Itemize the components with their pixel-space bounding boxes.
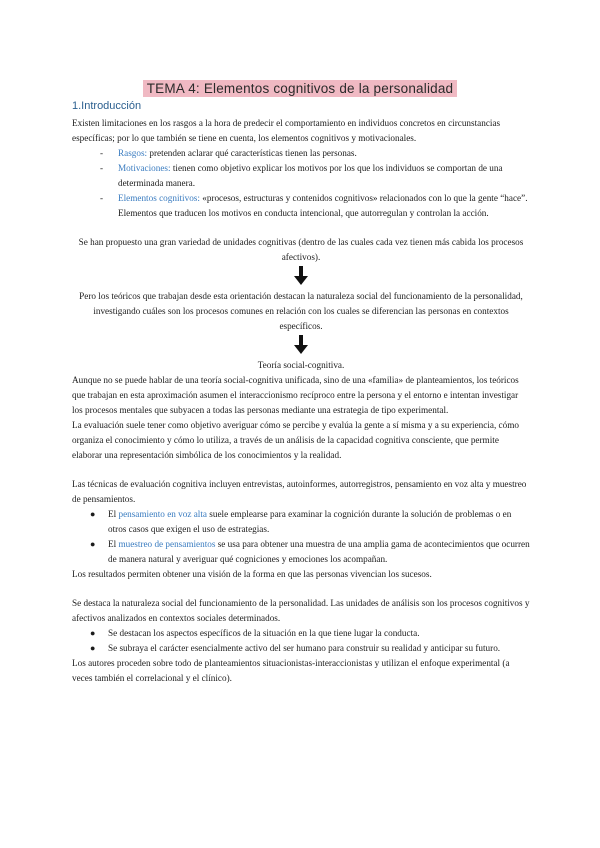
techniques-intro: Las técnicas de evaluación cognitiva incluyen entrevistas, autoinformes, autorregistros, pensamiento en voz alta y muestreo de pensamientos. xyxy=(72,479,527,504)
flow-paragraph-2: Pero los teóricos que trabajan desde esta orientación destacan la naturaleza social del funcionamiento de la personalidad, investigando cuáles son los procesos comunes en relación con los cuales se diferencian las personas en contextos específicos. xyxy=(79,291,523,331)
theory-paragraph-2: La evaluación suele tener como objetivo averiguar cómo se percibe y evalúa la gente a sí misma y a su experiencia, cómo organiza el conocimiento y cómo lo utiliza, a través de un análisis de la capacidad cognitiva consciente, que permite elaborar una representación simbólica de los conocimientos y la realidad. xyxy=(72,420,519,460)
document-body xyxy=(72,116,530,686)
list-item xyxy=(100,146,530,161)
social-outro: Los autores proceden sobre todo de planteamientos situacionistas-interaccionistas y utilizan el enfoque experimental (a veces también el correlacional y el clínico). xyxy=(72,658,510,683)
elements-list xyxy=(72,146,530,221)
dash-marker: - xyxy=(100,193,104,203)
down-arrow-icon xyxy=(72,266,530,286)
intro-paragraph: Existen limitaciones en los rasgos a la hora de predecir el comportamiento en individuos concretos en circunstancias específicas; por lo que también se tiene en cuenta, los elementos cognitivos y motivacionales. xyxy=(72,118,501,143)
term-description: pretenden aclarar qué características tienen las personas. xyxy=(149,148,357,158)
dash-marker: - xyxy=(100,148,104,158)
dash-marker: - xyxy=(100,163,104,173)
bullet-marker: ● xyxy=(90,643,96,653)
bullet-marker: ● xyxy=(90,628,96,638)
social-list xyxy=(72,626,530,656)
item-prefix: El xyxy=(108,509,117,519)
social-intro: Se destaca la naturaleza social del funcionamiento de la personalidad. Las unidades de análisis son los procesos cognitivos y afectivos analizados en contextos sociales determinados. xyxy=(72,598,530,623)
term-description: «procesos, estructuras y contenidos cognitivos» relacionados con lo que la gente “hace”. Elementos que traducen los motivos en conducta intencional, que autorregulan y controlan la acción. xyxy=(118,193,528,218)
term-label: pensamiento en voz alta xyxy=(118,509,207,519)
list-item-text: Se subraya el carácter esencialmente activo del ser humano para construir su realidad y anticipar su futuro. xyxy=(108,643,501,653)
section-heading: 1.Introducción xyxy=(72,100,142,112)
term-label: Elementos cognitivos: xyxy=(118,193,200,203)
flow-paragraph-1: Se han propuesto una gran variedad de unidades cognitivas (dentro de las cuales cada vez tienen más cabida los procesos afectivos). xyxy=(78,237,524,262)
list-item xyxy=(90,641,530,656)
page-title xyxy=(0,80,600,98)
techniques-list xyxy=(72,507,530,567)
down-arrow-icon xyxy=(72,335,530,355)
term-label: Rasgos: xyxy=(118,148,148,158)
theory-paragraph-1: Aunque no se puede hablar de una teoría social-cognitiva unificada, sino de una «familia» de planteamientos, los teóricos que trabajan en esta aproximación asumen el interaccionismo recíproco entre la persona y el entorno e intentan investigar los procesos mentales que subyacen a todas las personas mediante una estrategia de tipo experimental. xyxy=(72,375,519,415)
term-label: muestreo de pensamientos xyxy=(118,539,216,549)
term-description: tienen como objetivo explicar los motivos por los que los individuos se comportan de una determinada manera. xyxy=(118,163,503,188)
techniques-outro: Los resultados permiten obtener una visión de la forma en que las personas vivencian los sucesos. xyxy=(72,569,432,579)
flow-paragraph-3: Teoría social-cognitiva. xyxy=(257,360,345,370)
list-item xyxy=(90,507,530,537)
page-title-text: TEMA 4: Elementos cognitivos de la personalidad xyxy=(143,80,458,97)
bullet-marker: ● xyxy=(90,509,96,519)
term-label: Motivaciones: xyxy=(118,163,171,173)
term-description: suele emplearse para examinar la cognición durante la solución de problemas o en otros casos que exigen el uso de estrategias. xyxy=(108,509,512,534)
list-item xyxy=(100,161,530,191)
list-item xyxy=(100,191,530,221)
item-prefix: El xyxy=(108,539,117,549)
list-item-text: Se destacan los aspectos específicos de la situación en la que tiene lugar la conducta. xyxy=(108,628,420,638)
list-item xyxy=(90,626,530,641)
bullet-marker: ● xyxy=(90,539,96,549)
list-item xyxy=(90,537,530,567)
term-description: se usa para obtener una muestra de una amplia gama de acontecimientos que ocurren de manera natural y averiguar qué cogniciones y emociones los acompañan. xyxy=(108,539,530,564)
